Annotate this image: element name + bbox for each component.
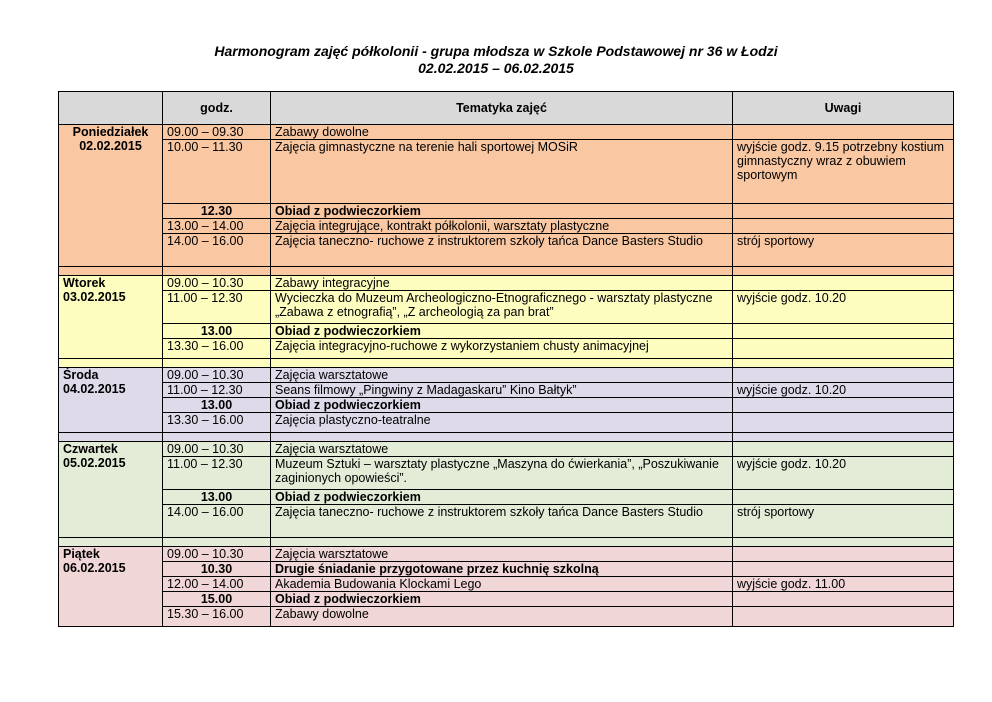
separator-cell — [733, 267, 954, 276]
separator-cell — [271, 359, 733, 368]
header-day — [59, 92, 163, 125]
separator-cell — [59, 267, 163, 276]
topic-cell: Zabawy dowolne — [271, 125, 733, 140]
day-cell — [59, 125, 163, 267]
table-row — [59, 276, 954, 291]
day-date: 06.02.2015 — [63, 561, 126, 575]
day-name: Piątek — [63, 547, 100, 561]
table-row — [59, 125, 954, 140]
separator-cell — [733, 433, 954, 442]
topic-cell: Obiad z podwieczorkiem — [271, 490, 733, 505]
notes-cell: wyjście godz. 10.20 — [733, 383, 954, 398]
notes-cell — [733, 368, 954, 383]
table-row — [59, 219, 954, 234]
day-date: 04.02.2015 — [63, 382, 126, 396]
topic-cell: Zajęcia plastyczno-teatralne — [271, 413, 733, 433]
day-name: Środa — [63, 368, 99, 382]
topic-cell: Zabawy dowolne — [271, 607, 733, 627]
table-row — [59, 592, 954, 607]
time-cell: 15.00 — [163, 592, 271, 607]
notes-cell — [733, 547, 954, 562]
day-separator — [59, 267, 954, 276]
table-row — [59, 398, 954, 413]
topic-cell: Obiad z podwieczorkiem — [271, 592, 733, 607]
time-cell: 11.00 – 12.30 — [163, 457, 271, 490]
time-cell: 12.00 – 14.00 — [163, 577, 271, 592]
day-separator — [59, 433, 954, 442]
document-title: Harmonogram zajęć półkolonii - grupa młodsza w Szkole Podstawowej nr 36 w Łodzi — [214, 43, 778, 59]
notes-cell: strój sportowy — [733, 505, 954, 538]
time-cell: 11.00 – 12.30 — [163, 291, 271, 324]
day-separator — [59, 359, 954, 368]
notes-cell — [733, 562, 954, 577]
notes-cell: wyjście godz. 9.15 potrzebny kostium gimnastyczny wraz z obuwiem sportowym — [733, 140, 954, 204]
notes-cell — [733, 324, 954, 339]
header-notes: Uwagi — [733, 92, 954, 125]
separator-cell — [733, 359, 954, 368]
table-row — [59, 204, 954, 219]
time-cell: 09.00 – 10.30 — [163, 368, 271, 383]
table-row — [59, 234, 954, 267]
topic-cell: Zajęcia warsztatowe — [271, 547, 733, 562]
notes-cell — [733, 607, 954, 627]
separator-cell — [163, 267, 271, 276]
topic-cell: Obiad z podwieczorkiem — [271, 324, 733, 339]
table-row — [59, 457, 954, 490]
notes-cell — [733, 490, 954, 505]
table-row — [59, 413, 954, 433]
notes-cell: wyjście godz. 10.20 — [733, 457, 954, 490]
separator-cell — [163, 538, 271, 547]
topic-cell: Muzeum Sztuki – warsztaty plastyczne „Maszyna do ćwierkania”, „Poszukiwanie zaginionych opowieści”. — [271, 457, 733, 490]
day-date: 02.02.2015 — [79, 139, 142, 153]
time-cell: 09.00 – 10.30 — [163, 547, 271, 562]
time-cell: 13.00 – 14.00 — [163, 219, 271, 234]
time-cell: 13.00 — [163, 324, 271, 339]
notes-cell — [733, 442, 954, 457]
notes-cell — [733, 398, 954, 413]
topic-cell: Akademia Budowania Klockami Lego — [271, 577, 733, 592]
separator-cell — [163, 433, 271, 442]
separator-cell — [271, 267, 733, 276]
notes-cell — [733, 125, 954, 140]
notes-cell — [733, 219, 954, 234]
time-cell: 13.30 – 16.00 — [163, 339, 271, 359]
notes-cell — [733, 339, 954, 359]
topic-cell: Zajęcia integracyjno-ruchowe z wykorzystaniem chusty animacyjnej — [271, 339, 733, 359]
day-cell — [59, 368, 163, 433]
time-cell: 15.30 – 16.00 — [163, 607, 271, 627]
table-row — [59, 607, 954, 627]
table-row — [59, 383, 954, 398]
time-cell: 09.00 – 10.30 — [163, 442, 271, 457]
day-date: 05.02.2015 — [63, 456, 126, 470]
separator-cell — [271, 538, 733, 547]
time-cell: 10.00 – 11.30 — [163, 140, 271, 204]
table-row — [59, 490, 954, 505]
separator-cell — [59, 538, 163, 547]
time-cell: 13.00 — [163, 490, 271, 505]
topic-cell: Zajęcia gimnastyczne na terenie hali sportowej MOSiR — [271, 140, 733, 204]
topic-cell: Zajęcia taneczno- ruchowe z instruktorem szkoły tańca Dance Basters Studio — [271, 234, 733, 267]
topic-cell: Obiad z podwieczorkiem — [271, 398, 733, 413]
table-row — [59, 562, 954, 577]
table-row — [59, 577, 954, 592]
topic-cell: Zajęcia taneczno- ruchowe z instruktorem szkoły tańca Dance Basters Studio — [271, 505, 733, 538]
time-cell: 14.00 – 16.00 — [163, 505, 271, 538]
topic-cell: Wycieczka do Muzeum Archeologiczno-Etnograficznego - warsztaty plastyczne „Zabawa z etnografią”, „Z archeologią za pan brat” — [271, 291, 733, 324]
notes-cell — [733, 204, 954, 219]
notes-cell — [733, 276, 954, 291]
table-row — [59, 339, 954, 359]
topic-cell: Zajęcia warsztatowe — [271, 442, 733, 457]
schedule-table — [58, 91, 954, 627]
topic-cell: Zajęcia integrujące, kontrakt półkolonii, warsztaty plastyczne — [271, 219, 733, 234]
table-row — [59, 442, 954, 457]
notes-cell: strój sportowy — [733, 234, 954, 267]
time-cell: 09.00 – 09.30 — [163, 125, 271, 140]
table-row — [59, 505, 954, 538]
notes-cell: wyjście godz. 10.20 — [733, 291, 954, 324]
day-separator — [59, 538, 954, 547]
document-date-range: 02.02.2015 – 06.02.2015 — [418, 60, 574, 76]
separator-cell — [271, 433, 733, 442]
time-cell: 14.00 – 16.00 — [163, 234, 271, 267]
time-cell: 11.00 – 12.30 — [163, 383, 271, 398]
time-cell: 10.30 — [163, 562, 271, 577]
schedule-body — [59, 125, 954, 627]
separator-cell — [59, 433, 163, 442]
header-row — [59, 92, 954, 125]
day-cell — [59, 276, 163, 359]
table-row — [59, 547, 954, 562]
table-row — [59, 140, 954, 204]
header-time: godz. — [163, 92, 271, 125]
separator-cell — [163, 359, 271, 368]
day-name: Poniedziałek — [72, 125, 149, 139]
day-name: Czwartek — [63, 442, 118, 456]
time-cell: 09.00 – 10.30 — [163, 276, 271, 291]
day-cell — [59, 442, 163, 538]
time-cell: 13.30 – 16.00 — [163, 413, 271, 433]
topic-cell: Obiad z podwieczorkiem — [271, 204, 733, 219]
notes-cell: wyjście godz. 11.00 — [733, 577, 954, 592]
time-cell: 13.00 — [163, 398, 271, 413]
topic-cell: Zabawy integracyjne — [271, 276, 733, 291]
notes-cell — [733, 592, 954, 607]
day-date: 03.02.2015 — [63, 290, 126, 304]
topic-cell: Seans filmowy „Pingwiny z Madagaskaru” Kino Bałtyk” — [271, 383, 733, 398]
day-name: Wtorek — [63, 276, 106, 290]
separator-cell — [733, 538, 954, 547]
time-cell: 12.30 — [163, 204, 271, 219]
topic-cell: Zajęcia warsztatowe — [271, 368, 733, 383]
day-cell — [59, 547, 163, 627]
table-row — [59, 291, 954, 324]
header-topic: Tematyka zajęć — [271, 92, 733, 125]
notes-cell — [733, 413, 954, 433]
table-row — [59, 368, 954, 383]
separator-cell — [59, 359, 163, 368]
topic-cell: Drugie śniadanie przygotowane przez kuchnię szkolną — [271, 562, 733, 577]
table-row — [59, 324, 954, 339]
